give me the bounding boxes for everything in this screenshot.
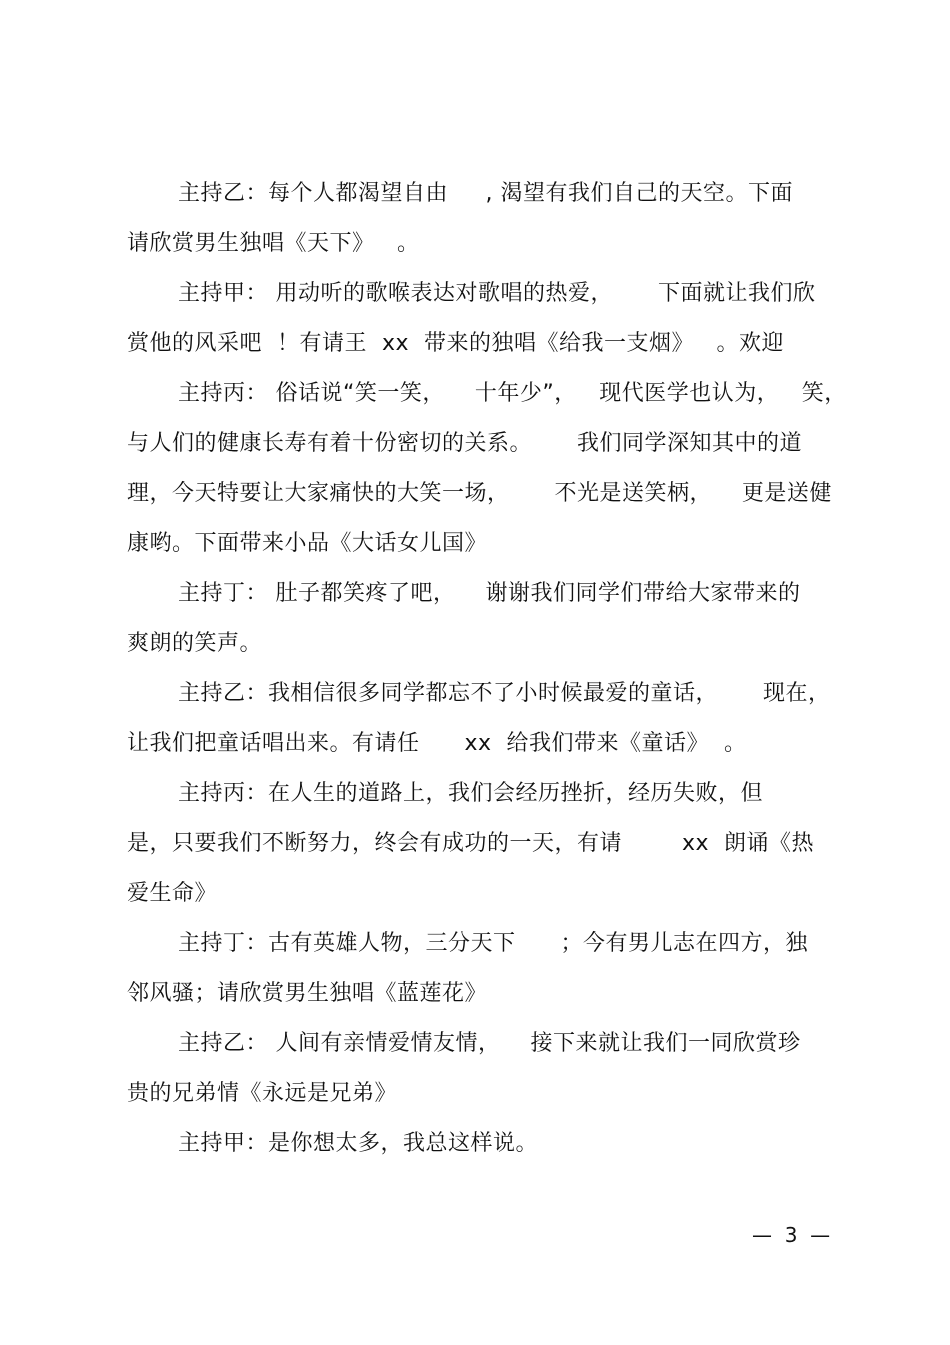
text-line-15: 爱生命》 bbox=[127, 881, 218, 906]
text-line-9: 主持丁： 肚子都笑疼了吧， 谢谢我们同学们带给大家带来的 bbox=[178, 581, 801, 606]
text-line-8: 康哟。下面带来小品《大话女儿国》 bbox=[127, 531, 488, 556]
text-line-12: 让我们把童话唱出来。有请任 xx 给我们带来《童话》 。 bbox=[127, 731, 747, 756]
text-line-16: 主持丁：古有英雄人物，三分天下 ；今有男儿志在四方，独 bbox=[178, 931, 808, 956]
text-line-13: 主持丙：在人生的道路上，我们会经历挫折，经历失败，但 bbox=[178, 781, 764, 806]
text-line-1: 主持乙：每个人都渴望自由 , 渴望有我们自己的天空。下面 bbox=[178, 181, 793, 206]
text-line-17: 邻风骚；请欣赏男生独唱《蓝莲花》 bbox=[127, 981, 488, 1006]
text-line-19: 贵的兄弟情《永远是兄弟》 bbox=[127, 1081, 398, 1106]
page-number: — 3 — bbox=[752, 1223, 831, 1247]
text-line-2: 请欣赏男生独唱《天下》 。 bbox=[127, 231, 420, 256]
text-line-7: 理，今天特要让大家痛快的大笑一场， 不光是送笑柄， 更是送健 bbox=[127, 481, 832, 506]
text-line-10: 爽朗的笑声。 bbox=[127, 631, 263, 656]
text-line-4: 赏他的风采吧 ！有请王 xx 带来的独唱《给我一支烟》 。欢迎 bbox=[127, 331, 784, 356]
text-line-3: 主持甲： 用动听的歌喉表达对歌唱的热爱， 下面就让我们欣 bbox=[178, 281, 816, 306]
text-line-5: 主持丙： 俗话说“笑一笑， 十年少”， 现代医学也认为， 笑， bbox=[178, 381, 847, 406]
text-line-11: 主持乙：我相信很多同学都忘不了小时候最爱的童话， 现在， bbox=[178, 681, 831, 706]
text-line-14: 是，只要我们不断努力，终会有成功的一天，有请 xx 朗诵《热 bbox=[127, 831, 814, 856]
text-line-20: 主持甲：是你想太多，我总这样说。 bbox=[178, 1131, 539, 1156]
text-line-6: 与人们的健康长寿有着十份密切的关系。 我们同学深知其中的道 bbox=[127, 431, 802, 456]
text-line-18: 主持乙： 人间有亲情爱情友情， 接下来就让我们一同欣赏珍 bbox=[178, 1031, 801, 1056]
